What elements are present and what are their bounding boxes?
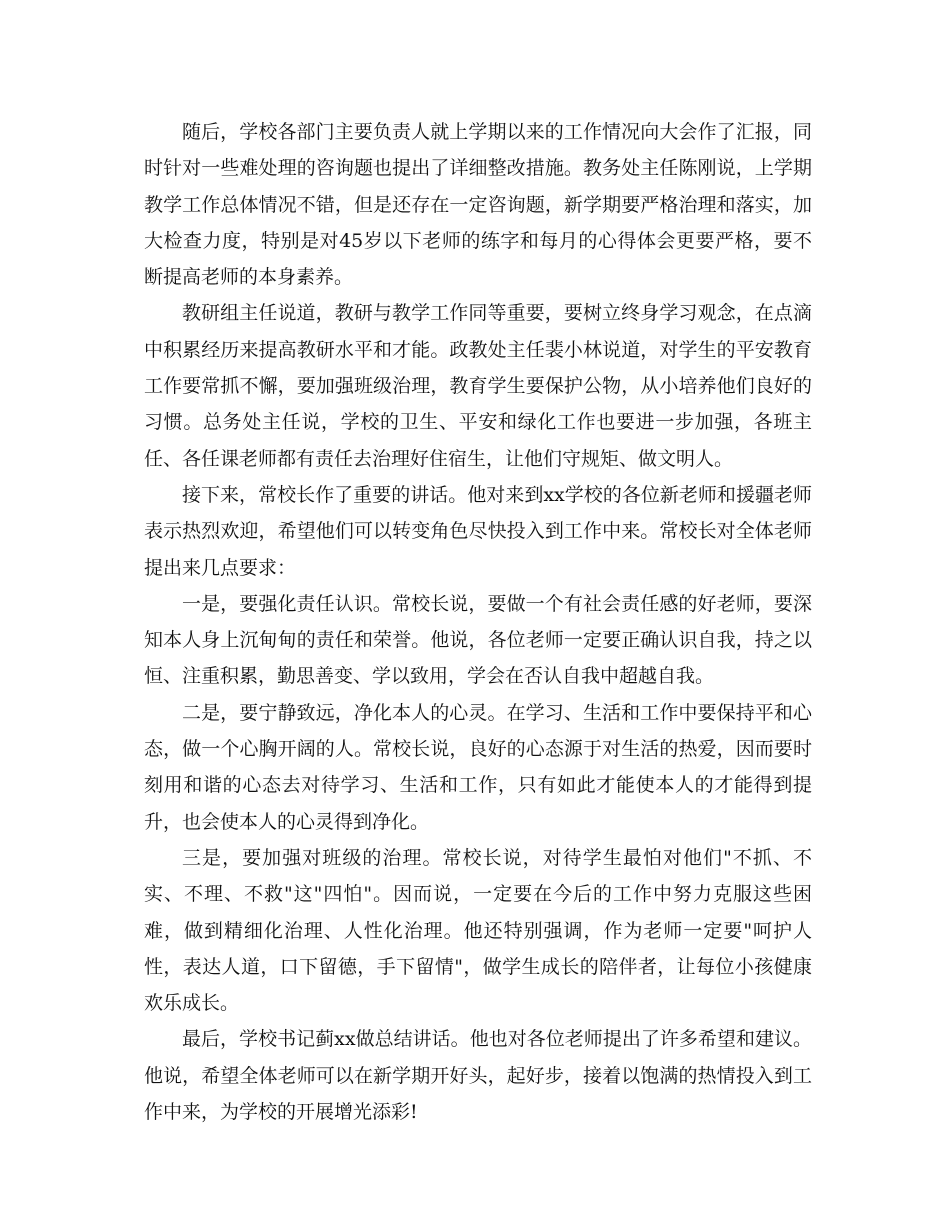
paragraph-teaching-research: 教研组主任说道，教研与教学工作同等重要，要树立终身学习观念，在点滴中积累经历来提高教研水平和才能。政教处主任裴小林说道，对学生的平安教育工作要常抓不懈，要加强班级治理，教育学生要保护公物，从小培养他们良好的习惯。总务处主任说，学校的卫生、平安和绿化工作也要进一步加强，各班主任、各任课老师都有责任去治理好住宿生，让他们守规矩、做文明人。 [144, 302, 812, 470]
paragraph-requirement-three: 三是，要加强对班级的治理。常校长说，对待学生最怕对他们"不抓、不实、不理、不救"这"四怕"。因而说，一定要在今后的工作中努力克服这些困难，做到精细化治理、人性化治理。他还特别强调，作为老师一定要"呵护人性，表达人道，口下留德，手下留情"，做学生成长的陪伴者，让每位小孩健康欢乐成长。 [144, 846, 812, 1015]
document-body [144, 114, 812, 1130]
paragraph-requirement-one: 一是，要强化责任认识。常校长说，要做一个有社会责任感的好老师，要深知本人身上沉甸甸的责任和荣誉。他说，各位老师一定要正确认识自我，持之以恒、注重积累，勤思善变、学以致用，学会在否认自我中超越自我。 [144, 592, 812, 688]
paragraph-requirement-two: 二是，要宁静致远，净化本人的心灵。在学习、生活和工作中要保持平和心态，做一个心胸开阔的人。常校长说，良好的心态源于对生活的热爱，因而要时刻用和谐的心态去对待学习、生活和工作，只有如此才能使本人的才能得到提升，也会使本人的心灵得到净化。 [144, 701, 812, 833]
paragraph-report: 随后，学校各部门主要负责人就上学期以来的工作情况向大会作了汇报，同时针对一些难处理的咨询题也提出了详细整改措施。教务处主任陈刚说，上学期教学工作总体情况不错，但是还存在一定咨询题，新学期要严格治理和落实，加大检查力度，特别是对45岁以下老师的练字和每月的心得体会更要严格，要不断提高老师的本身素养。 [144, 121, 812, 289]
paragraph-closing: 最后，学校书记蓟xx做总结讲话。他也对各位老师提出了许多希望和建议。他说，希望全体老师可以在新学期开好头，起好步，接着以饱满的热情投入到工作中来，为学校的开展增光添彩! [144, 1028, 812, 1124]
paragraph-principal-speech: 接下来，常校长作了重要的讲话。他对来到xx学校的各位新老师和援疆老师表示热烈欢迎，希望他们可以转变角色尽快投入到工作中来。常校长对全体老师提出来几点要求： [144, 483, 812, 579]
